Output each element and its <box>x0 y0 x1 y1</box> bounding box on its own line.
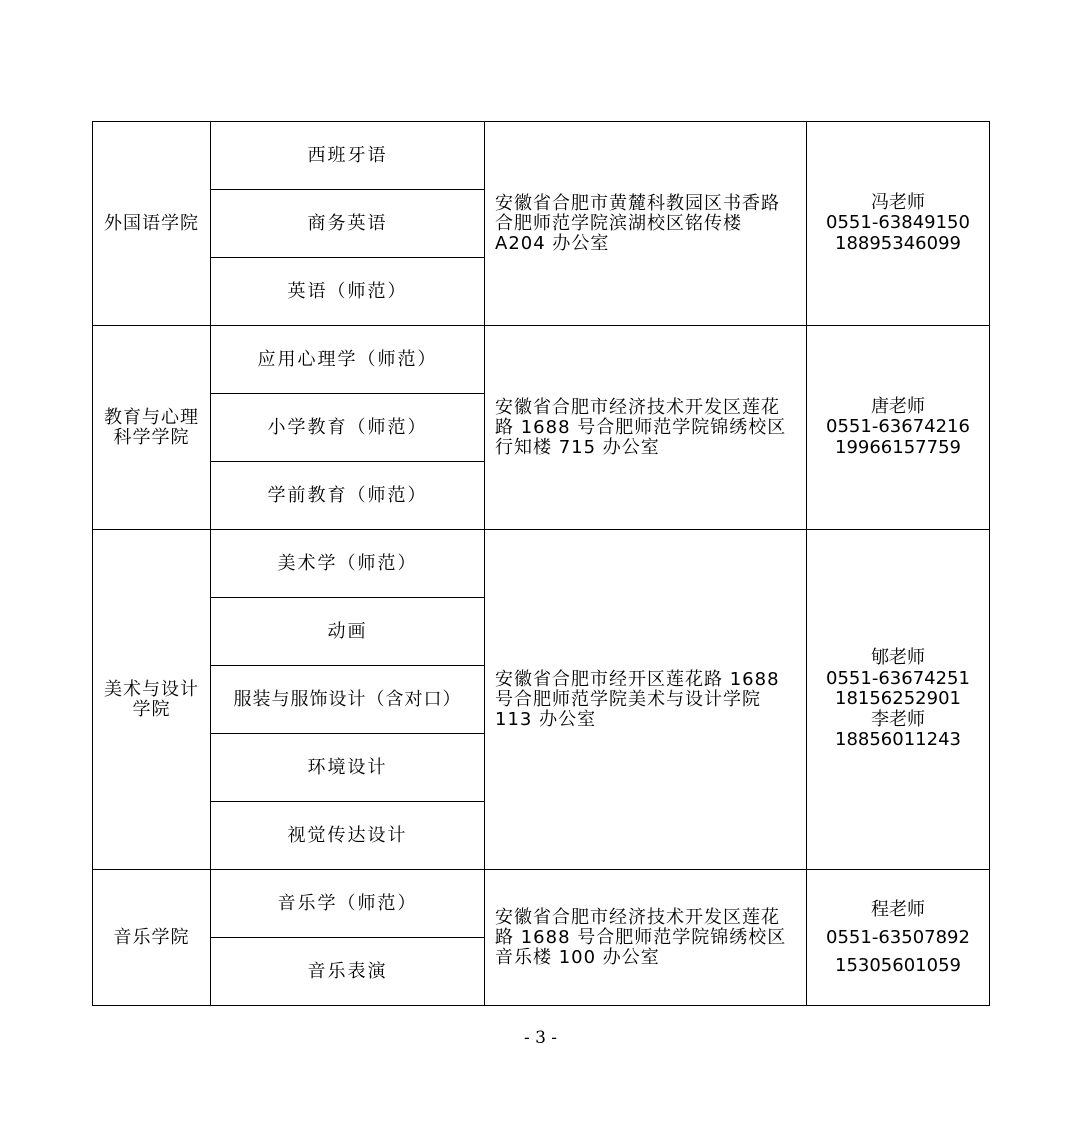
contact-line: 15305601059 <box>835 954 961 976</box>
contact-line: 0551-63674251 <box>826 667 970 689</box>
contact-line: 0551-63849150 <box>826 212 970 234</box>
office-address: 安徽省合肥市经济技术开发区莲花路 1688 号合肥师范学院锦绣校区音乐楼 100 办公室 <box>485 870 807 1006</box>
major-name: 英语（师范） <box>211 258 485 326</box>
contact-line: 程老师 <box>871 898 925 920</box>
contact-info <box>807 122 990 326</box>
college-name: 音乐学院 <box>93 870 211 1006</box>
major-name: 视觉传达设计 <box>211 802 485 870</box>
contact-line: 冯老师 <box>871 191 925 213</box>
college-name: 外国语学院 <box>93 122 211 326</box>
contact-line: 0551-63674216 <box>826 416 970 438</box>
major-name: 西班牙语 <box>211 122 485 190</box>
contact-line: 19966157759 <box>835 436 961 458</box>
contact-info <box>807 326 990 530</box>
major-name: 美术学（师范） <box>211 530 485 598</box>
college-contact-table <box>92 121 990 1006</box>
office-address: 安徽省合肥市经开区莲花路 1688 号合肥师范学院美术与设计学院 113 办公室 <box>485 530 807 870</box>
major-name: 服装与服饰设计（含对口） <box>211 666 485 734</box>
major-name: 动画 <box>211 598 485 666</box>
contact-line: 郇老师 <box>871 647 925 669</box>
major-name: 商务英语 <box>211 190 485 258</box>
contact-line: 18895346099 <box>835 232 961 254</box>
major-name: 应用心理学（师范） <box>211 326 485 394</box>
contact-line: 18156252901 <box>835 688 961 710</box>
table-row <box>93 122 990 190</box>
table-row <box>93 326 990 394</box>
major-name: 小学教育（师范） <box>211 394 485 462</box>
page-number: - 3 - <box>523 1028 558 1048</box>
office-address: 安徽省合肥市黄麓科教园区书香路合肥师范学院滨湖校区铭传楼 A204 办公室 <box>485 122 807 326</box>
college-name: 美术与设计学院 <box>93 530 211 870</box>
contact-info <box>807 870 990 1006</box>
contact-info <box>807 530 990 870</box>
major-name: 音乐表演 <box>211 938 485 1006</box>
major-name: 环境设计 <box>211 734 485 802</box>
table-row <box>93 530 990 598</box>
office-address: 安徽省合肥市经济技术开发区莲花路 1688 号合肥师范学院锦绣校区行知楼 715 办公室 <box>485 326 807 530</box>
college-name: 教育与心理科学学院 <box>93 326 211 530</box>
contact-line: 唐老师 <box>871 395 925 417</box>
major-name: 音乐学（师范） <box>211 870 485 938</box>
table-row <box>93 870 990 938</box>
contact-line: 18856011243 <box>835 729 961 751</box>
contact-line: 李老师 <box>871 708 925 730</box>
contact-line: 0551-63507892 <box>826 926 970 948</box>
major-name: 学前教育（师范） <box>211 462 485 530</box>
